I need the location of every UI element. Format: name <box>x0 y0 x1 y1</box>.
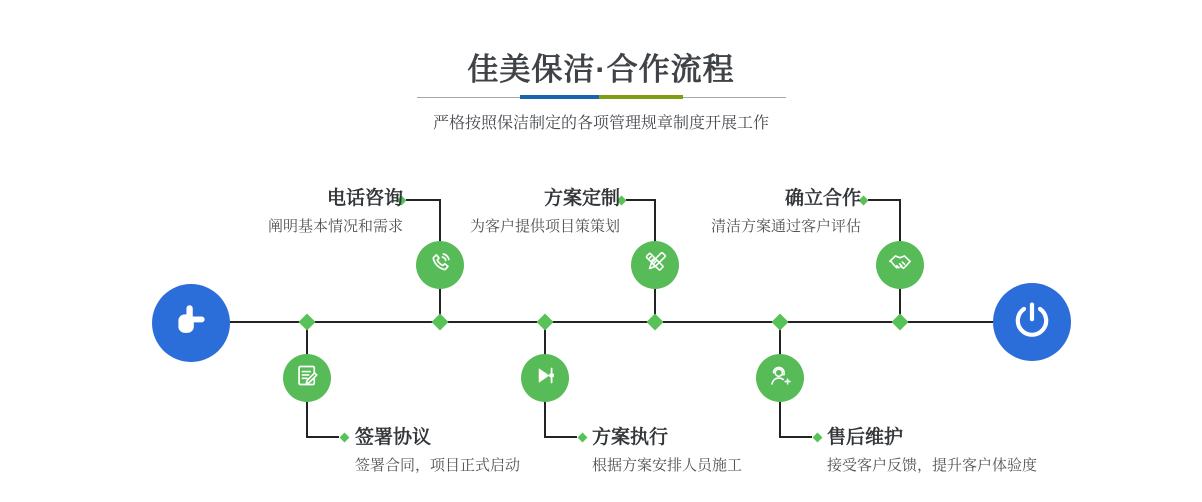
step-title: 电话咨询 <box>326 188 403 209</box>
step-title: 售后维护 <box>827 427 904 448</box>
timeline-node-diamond <box>537 314 554 331</box>
step-desc: 接受客户反馈，提升客户体验度 <box>827 457 1038 474</box>
step-desc: 为客户提供项目策策划 <box>469 218 620 235</box>
document-sign-icon <box>294 362 321 394</box>
divider-gray-left <box>417 97 520 98</box>
label-diamond-step6 <box>813 433 823 443</box>
headset-plus-icon <box>767 362 794 394</box>
elbow-step2 <box>626 199 655 201</box>
timeline-node-diamond <box>772 314 789 331</box>
step4-icon-circle <box>283 354 331 402</box>
pencil-ruler-icon <box>642 249 669 281</box>
step3-icon-circle <box>876 241 924 289</box>
step-desc: 阐明基本情况和需求 <box>267 218 403 235</box>
step6-label <box>827 425 1037 476</box>
play-icon <box>532 362 559 394</box>
timeline-node-diamond <box>432 314 449 331</box>
step2-icon-circle <box>631 241 679 289</box>
elbow-step3 <box>868 199 900 201</box>
step4-label <box>355 425 520 476</box>
power-icon <box>1011 299 1053 346</box>
step-desc: 签署合同，项目正式启动 <box>355 457 521 474</box>
handshake-icon <box>887 249 914 281</box>
step-desc: 清洁方案通过客户评估 <box>710 218 861 235</box>
phone-icon <box>427 249 454 281</box>
timeline-node-diamond <box>299 314 316 331</box>
step2-label <box>470 186 620 237</box>
title-divider <box>0 95 1202 99</box>
step-desc: 根据方案安排人员施工 <box>592 457 743 474</box>
divider-green-segment <box>599 95 683 99</box>
label-diamond-step4 <box>340 433 350 443</box>
label-diamond-step5 <box>578 433 588 443</box>
divider-gray-right <box>683 97 786 98</box>
elbow-step5 <box>544 436 577 438</box>
elbow-step1 <box>406 199 440 201</box>
timeline-node-diamond <box>892 314 909 331</box>
step-title: 签署协议 <box>355 427 432 448</box>
step1-icon-circle <box>416 241 464 289</box>
elbow-step4 <box>306 436 339 438</box>
divider-blue-segment <box>520 95 599 99</box>
step5-icon-circle <box>521 354 569 402</box>
step5-label <box>592 425 742 476</box>
step3-label <box>711 186 861 237</box>
elbow-step6 <box>779 436 812 438</box>
step-title: 确立合作 <box>784 188 861 209</box>
start-node <box>152 284 230 362</box>
step-title: 方案定制 <box>543 188 620 209</box>
page-title: 佳美保洁·合作流程 <box>467 52 735 87</box>
step6-icon-circle <box>756 354 804 402</box>
page-subtitle: 严格按照保洁制定的各项管理规章制度开展工作 <box>432 115 769 132</box>
step1-label <box>268 186 403 237</box>
end-node <box>993 283 1071 361</box>
pointing-hand-icon <box>170 300 212 347</box>
timeline-node-diamond <box>647 314 664 331</box>
step-title: 方案执行 <box>592 427 669 448</box>
